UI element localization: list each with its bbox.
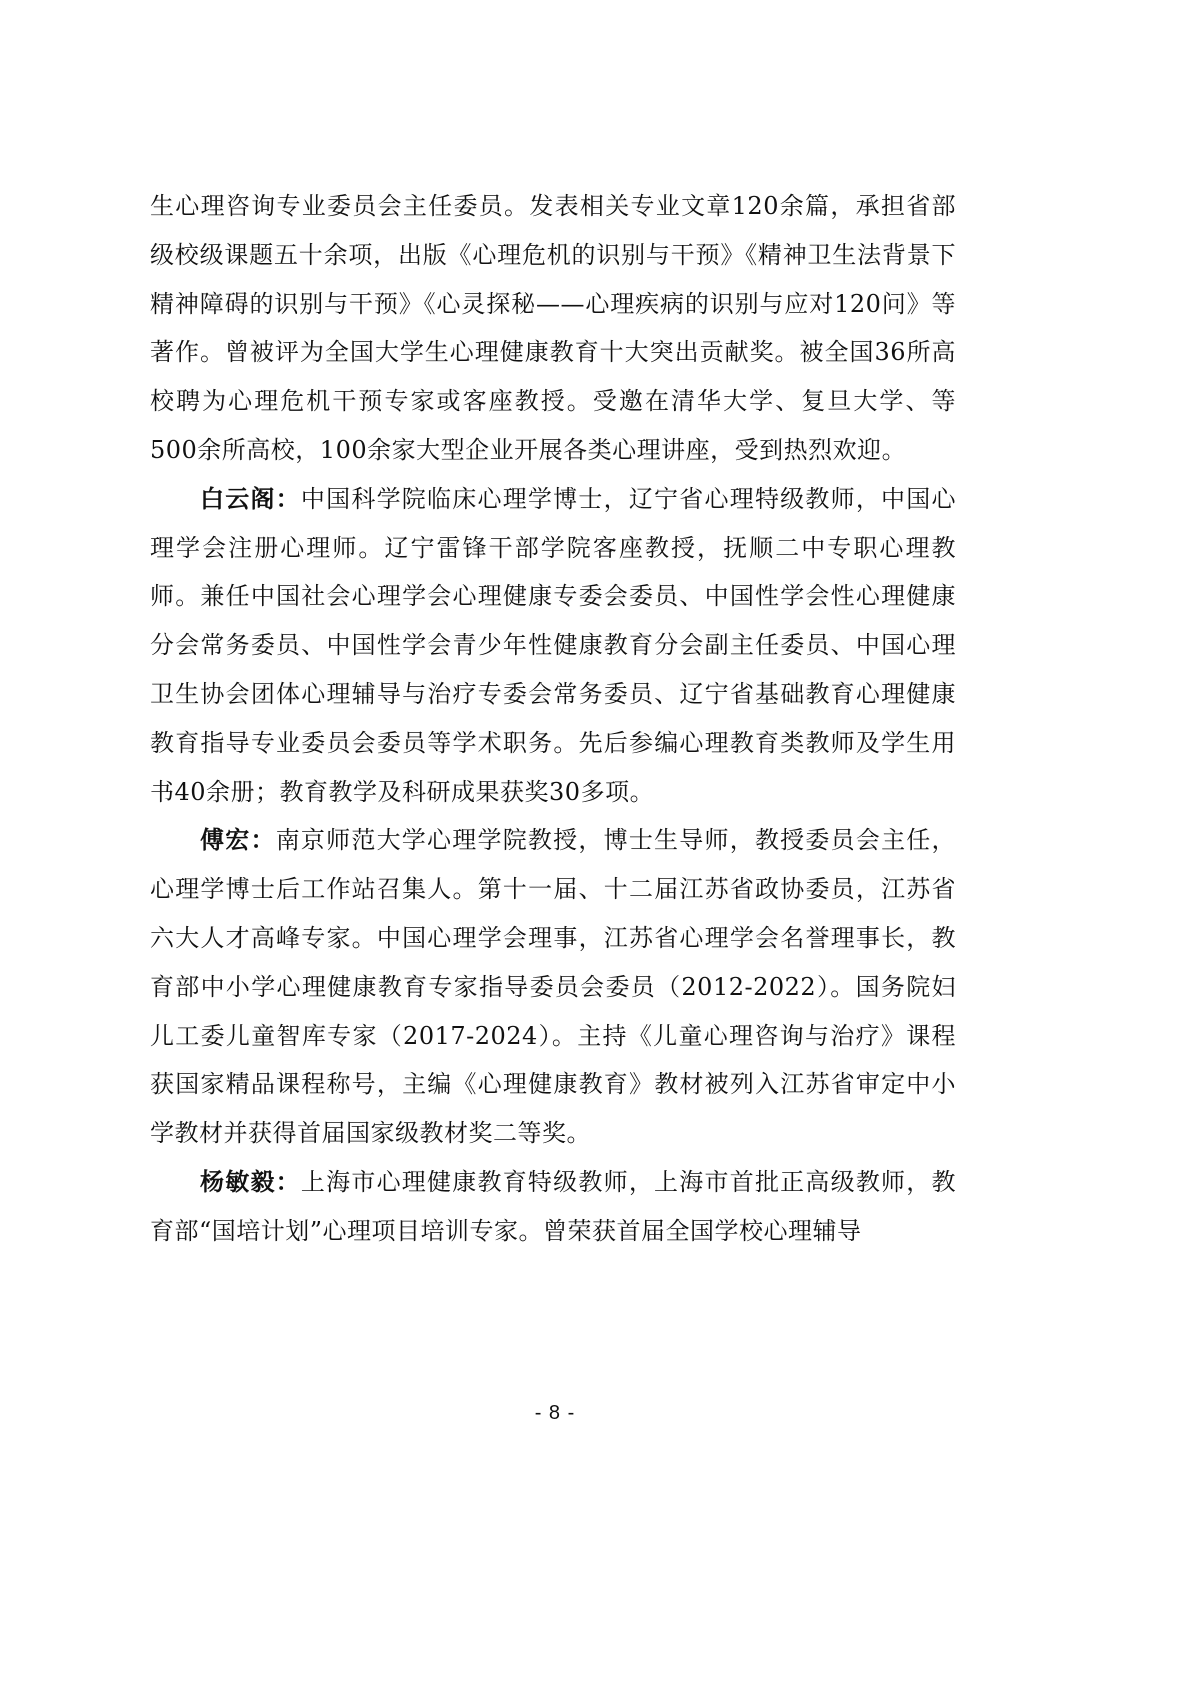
paragraph-text: 中国科学院临床心理学博士，辽宁省心理特级教师，中国心理学会注册心理师。辽宁雷锋干部学院客座教授，抚顺二中专职心理教师。兼任中国社会心理学会心理健康专委会委员、中国性学会性心理健康分会常务委员、中国性学会青少年性健康教育分会副主任委员、中国心理卫生协会团体心理辅导与治疗专委会常务委员、辽宁省基础教育心理健康教育指导专业委员会委员等学术职务。先后参编心理教育类教师及学生用书40余册；教育教学及科研成果获奖30多项。 [150,484,957,806]
paragraph-continued-bio [150,182,956,475]
person-name: 杨敏毅： [200,1166,301,1196]
person-name: 傅宏： [200,825,276,855]
paragraph-bio-fu-hong [150,816,956,1158]
body-text [150,182,956,1256]
paragraph-text: 上海市心理健康教育特级教师，上海市首批正高级教师，教育部“国培计划”心理项目培训专家。曾荣获首届全国学校心理辅导 [150,1167,957,1245]
paragraph-text: 生心理咨询专业委员会主任委员。发表相关专业文章120余篇，承担省部级校级课题五十余项，出版《心理危机的识别与干预》《精神卫生法背景下精神障碍的识别与干预》《心灵探秘——心理疾病的识别与应对120问》等著作。曾被评为全国大学生心理健康教育十大突出贡献奖。被全国36所高校聘为心理危机干预专家或客座教授。受邀在清华大学、复旦大学、等500余所高校，100余家大型企业开展各类心理讲座，受到热烈欢迎。 [150,192,956,464]
paragraph-bio-yang-minyi [150,1158,956,1256]
paragraph-text: 南京师范大学心理学院教授，博士生导师，教授委员会主任，心理学博士后工作站召集人。第十一届、十二届江苏省政协委员，江苏省六大人才高峰专家。中国心理学会理事，江苏省心理学会名誉理事长，教育部中小学心理健康教育专家指导委员会委员（2012-2022）。国务院妇儿工委儿童智库专家（2017-2024）。主持《儿童心理咨询与治疗》课程获国家精品课程称号，主编《心理健康教育》教材被列入江苏省审定中小学教材并获得首届国家级教材奖二等奖。 [150,826,957,1148]
person-name: 白云阁： [200,483,301,513]
page-number: - 8 - [534,1402,576,1424]
paragraph-bio-bai-yunge [150,475,956,817]
